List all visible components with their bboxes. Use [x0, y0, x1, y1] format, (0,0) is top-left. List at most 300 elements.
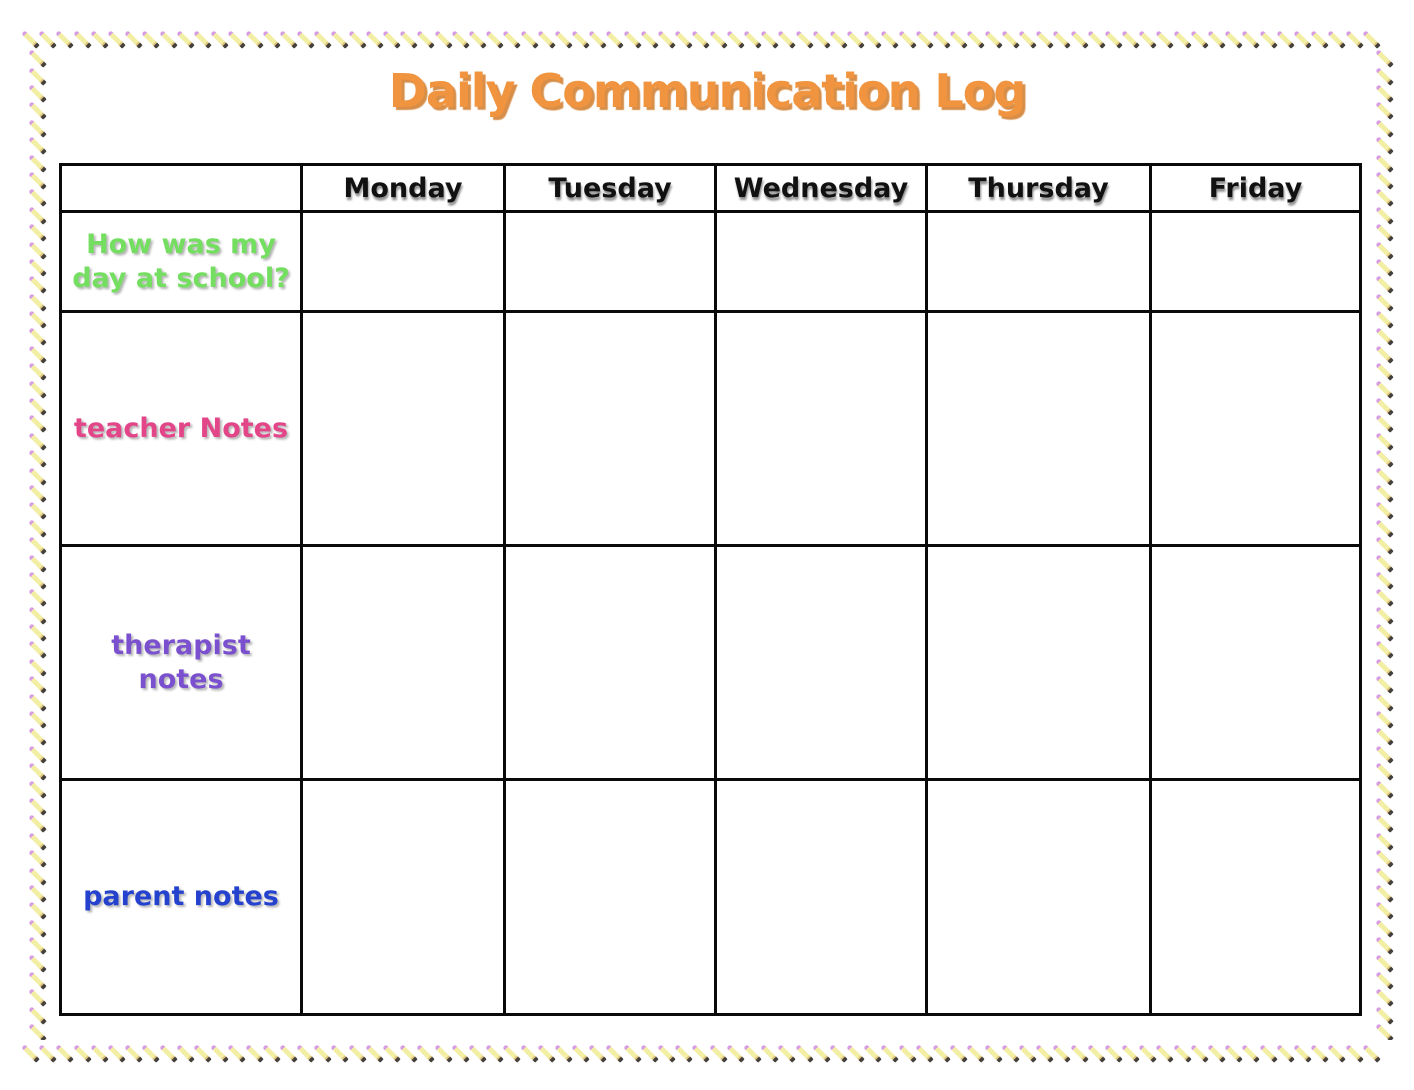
pencil-icon	[1311, 1040, 1328, 1066]
cell-therapist-notes-tuesday[interactable]	[506, 547, 714, 778]
pencil-icon	[1156, 1040, 1173, 1066]
pencil-icon	[74, 1040, 91, 1066]
pencil-icon	[795, 26, 812, 52]
pencil-icon	[899, 1040, 916, 1066]
pencil-icon	[24, 746, 50, 763]
pencil-icon	[1371, 641, 1397, 658]
pencil-icon	[314, 26, 331, 52]
pencil-icon	[1371, 311, 1397, 328]
pencil-icon	[1371, 485, 1397, 502]
pencil-icon	[1371, 850, 1397, 867]
pencil-icon	[1371, 554, 1397, 571]
pencil-icon	[469, 26, 486, 52]
pencil-icon	[435, 26, 452, 52]
pencil-icon	[1371, 780, 1397, 797]
pencil-icon	[469, 1040, 486, 1066]
pencil-icon	[1371, 1024, 1397, 1040]
page-title: Daily Communication Log	[388, 64, 1026, 118]
pencil-icon	[24, 798, 50, 815]
cell-teacher-notes-friday[interactable]	[1152, 313, 1359, 544]
pencil-icon	[24, 780, 50, 797]
pencil-icon	[24, 276, 50, 293]
pencil-icon	[24, 728, 50, 745]
pencil-icon	[245, 1040, 262, 1066]
pencil-icon	[263, 1040, 280, 1066]
pencil-icon	[967, 1040, 984, 1066]
pencil-icon	[641, 1040, 658, 1066]
pencil-icon	[1371, 972, 1397, 989]
pencil-icon	[1371, 676, 1397, 693]
pencil-icon	[24, 363, 50, 380]
pencil-icon	[1371, 746, 1397, 763]
pencil-icon	[24, 815, 50, 832]
pencil-icon	[1371, 363, 1397, 380]
cell-therapist-notes-wednesday[interactable]	[717, 547, 925, 778]
pencil-icon	[933, 26, 950, 52]
day-header-wednesday: Wednesday	[717, 166, 925, 210]
pencil-icon	[1371, 885, 1397, 902]
pencil-icon	[675, 26, 692, 52]
pencil-icon	[24, 589, 50, 606]
pencil-icon	[142, 26, 159, 52]
pencil-icon	[503, 26, 520, 52]
pencil-icon	[1345, 1040, 1362, 1066]
pencil-icon	[1019, 26, 1036, 52]
pencil-icon	[383, 26, 400, 52]
pencil-icon	[39, 26, 56, 52]
pencil-icon	[950, 26, 967, 52]
pencil-icon	[813, 26, 830, 52]
pencil-icon	[24, 380, 50, 397]
pencil-icon	[1208, 26, 1225, 52]
pencil-border-right	[1371, 50, 1397, 1040]
pencil-icon	[1225, 26, 1242, 52]
pencil-icon	[1363, 1040, 1380, 1066]
pencil-icon	[24, 224, 50, 241]
pencil-icon	[1002, 1040, 1019, 1066]
pencil-icon	[1371, 224, 1397, 241]
pencil-icon	[160, 1040, 177, 1066]
pencil-icon	[297, 1040, 314, 1066]
pencil-icon	[1371, 693, 1397, 710]
pencil-icon	[1371, 154, 1397, 171]
pencil-icon	[692, 1040, 709, 1066]
pencil-icon	[24, 659, 50, 676]
pencil-icon	[1371, 954, 1397, 971]
cell-teacher-notes-tuesday[interactable]	[506, 313, 714, 544]
pencil-icon	[1371, 607, 1397, 624]
pencil-icon	[1036, 26, 1053, 52]
pencil-icon	[400, 26, 417, 52]
pencil-icon	[297, 26, 314, 52]
pencil-icon	[24, 467, 50, 484]
cell-parent-notes-thursday[interactable]	[928, 781, 1149, 1013]
pencil-icon	[761, 1040, 778, 1066]
pencil-icon	[503, 1040, 520, 1066]
pencil-icon	[1277, 26, 1294, 52]
pencil-icon	[1371, 380, 1397, 397]
pencil-icon	[160, 26, 177, 52]
pencil-icon	[1371, 920, 1397, 937]
pencil-icon	[881, 1040, 898, 1066]
pencil-icon	[486, 26, 503, 52]
pencil-icon	[985, 1040, 1002, 1066]
pencil-icon	[1174, 26, 1191, 52]
pencil-icon	[572, 1040, 589, 1066]
pencil-icon	[24, 693, 50, 710]
pencil-icon	[1122, 26, 1139, 52]
pencil-icon	[795, 1040, 812, 1066]
pencil-icon	[1371, 537, 1397, 554]
pencil-icon	[142, 1040, 159, 1066]
pencil-icon	[1328, 26, 1345, 52]
pencil-icon	[349, 1040, 366, 1066]
pencil-icon	[366, 1040, 383, 1066]
cell-teacher-notes-thursday[interactable]	[928, 313, 1149, 544]
pencil-icon	[24, 572, 50, 589]
pencil-icon	[1371, 520, 1397, 537]
pencil-icon	[589, 1040, 606, 1066]
day-header-thursday: Thursday	[928, 166, 1149, 210]
pencil-icon	[24, 1024, 50, 1040]
pencil-icon	[1311, 26, 1328, 52]
pencil-icon	[314, 1040, 331, 1066]
pencil-icon	[1242, 1040, 1259, 1066]
pencil-icon	[1371, 450, 1397, 467]
pencil-icon	[74, 26, 91, 52]
pencil-icon	[177, 26, 194, 52]
pencil-icon	[555, 26, 572, 52]
pencil-icon	[1371, 989, 1397, 1006]
pencil-icon	[1371, 763, 1397, 780]
pencil-icon	[24, 850, 50, 867]
cell-how-was-my-day-friday[interactable]	[1152, 213, 1359, 310]
pencil-icon	[24, 433, 50, 450]
pencil-icon	[1122, 1040, 1139, 1066]
pencil-icon	[24, 137, 50, 154]
pencil-icon	[1371, 659, 1397, 676]
cell-teacher-notes-monday[interactable]	[303, 313, 503, 544]
pencil-icon	[813, 1040, 830, 1066]
pencil-icon	[1371, 624, 1397, 641]
pencil-icon	[24, 624, 50, 641]
pencil-icon	[1371, 728, 1397, 745]
pencil-icon	[1328, 1040, 1345, 1066]
pencil-icon	[1053, 1040, 1070, 1066]
cell-how-was-my-day-monday[interactable]	[303, 213, 503, 310]
cell-parent-notes-monday[interactable]	[303, 781, 503, 1013]
pencil-icon	[56, 1040, 73, 1066]
pencil-icon	[589, 26, 606, 52]
pencil-icon	[108, 26, 125, 52]
pencil-icon	[1242, 26, 1259, 52]
row-label-parent-notes: parent notes	[62, 781, 300, 1013]
pencil-icon	[572, 26, 589, 52]
pencil-icon	[383, 1040, 400, 1066]
cell-therapist-notes-friday[interactable]	[1152, 547, 1359, 778]
pencil-icon	[1371, 902, 1397, 919]
pencil-icon	[1371, 467, 1397, 484]
pencil-icon	[1371, 346, 1397, 363]
pencil-icon	[606, 26, 623, 52]
pencil-icon	[1371, 259, 1397, 276]
pencil-icon	[24, 485, 50, 502]
pencil-icon	[899, 26, 916, 52]
pencil-icon	[950, 1040, 967, 1066]
pencil-icon	[778, 26, 795, 52]
pencil-icon	[349, 26, 366, 52]
pencil-icon	[24, 763, 50, 780]
pencil-icon	[675, 1040, 692, 1066]
pencil-icon	[710, 26, 727, 52]
pencil-icon	[1371, 276, 1397, 293]
cell-teacher-notes-wednesday[interactable]	[717, 313, 925, 544]
pencil-icon	[744, 1040, 761, 1066]
pencil-icon	[1070, 26, 1087, 52]
pencil-icon	[400, 1040, 417, 1066]
pencil-icon	[538, 1040, 555, 1066]
pencil-icon	[331, 1040, 348, 1066]
pencil-icon	[24, 902, 50, 919]
cell-parent-notes-tuesday[interactable]	[506, 781, 714, 1013]
pencil-icon	[24, 328, 50, 345]
communication-log-table	[59, 163, 1362, 1016]
pencil-icon	[727, 1040, 744, 1066]
pencil-icon	[864, 26, 881, 52]
pencil-icon	[710, 1040, 727, 1066]
pencil-icon	[452, 26, 469, 52]
pencil-icon	[1036, 1040, 1053, 1066]
pencil-icon	[744, 26, 761, 52]
pencil-border-top	[22, 26, 1392, 52]
pencil-icon	[24, 711, 50, 728]
pencil-icon	[417, 1040, 434, 1066]
pencil-icon	[1260, 26, 1277, 52]
pencil-icon	[24, 607, 50, 624]
pencil-icon	[24, 120, 50, 137]
pencil-icon	[520, 1040, 537, 1066]
pencil-icon	[1225, 1040, 1242, 1066]
pencil-icon	[1371, 207, 1397, 224]
pencil-icon	[1070, 1040, 1087, 1066]
pencil-icon	[125, 1040, 142, 1066]
cell-parent-notes-friday[interactable]	[1152, 781, 1359, 1013]
pencil-icon	[1088, 1040, 1105, 1066]
pencil-icon	[24, 1006, 50, 1023]
pencil-icon	[1139, 26, 1156, 52]
pencil-icon	[1191, 1040, 1208, 1066]
pencil-icon	[1371, 189, 1397, 206]
pencil-icon	[1371, 798, 1397, 815]
pencil-icon	[417, 26, 434, 52]
pencil-icon	[1371, 502, 1397, 519]
pencil-icon	[1105, 1040, 1122, 1066]
pencil-icon	[1053, 26, 1070, 52]
row-label-teacher-notes: teacher Notes	[62, 313, 300, 544]
pencil-icon	[211, 1040, 228, 1066]
pencil-icon	[24, 554, 50, 571]
pencil-icon	[331, 26, 348, 52]
pencil-icon	[24, 398, 50, 415]
pencil-icon	[22, 26, 39, 52]
pencil-icon	[245, 26, 262, 52]
pencil-icon	[24, 989, 50, 1006]
pencil-icon	[24, 954, 50, 971]
pencil-border-left	[24, 50, 50, 1040]
pencil-icon	[1371, 815, 1397, 832]
pencil-icon	[967, 26, 984, 52]
pencil-icon	[520, 26, 537, 52]
pencil-icon	[24, 502, 50, 519]
pencil-icon	[624, 1040, 641, 1066]
pencil-icon	[1371, 137, 1397, 154]
pencil-icon	[22, 1040, 39, 1066]
pencil-icon	[1002, 26, 1019, 52]
pencil-icon	[24, 241, 50, 258]
pencil-icon	[24, 867, 50, 884]
pencil-icon	[881, 26, 898, 52]
pencil-icon	[366, 26, 383, 52]
pencil-icon	[24, 346, 50, 363]
pencil-icon	[1345, 26, 1362, 52]
pencil-icon	[1371, 415, 1397, 432]
cell-parent-notes-wednesday[interactable]	[717, 781, 925, 1013]
pencil-icon	[486, 1040, 503, 1066]
pencil-icon	[24, 450, 50, 467]
table-corner-cell	[62, 166, 300, 210]
pencil-icon	[263, 26, 280, 52]
pencil-icon	[24, 520, 50, 537]
pencil-icon	[692, 26, 709, 52]
pencil-icon	[1105, 26, 1122, 52]
pencil-icon	[108, 1040, 125, 1066]
pencil-icon	[1174, 1040, 1191, 1066]
pencil-icon	[1371, 833, 1397, 850]
pencil-icon	[24, 937, 50, 954]
pencil-icon	[1371, 120, 1397, 137]
pencil-icon	[211, 26, 228, 52]
pencil-icon	[1363, 26, 1380, 52]
pencil-icon	[435, 1040, 452, 1066]
pencil-icon	[1088, 26, 1105, 52]
pencil-icon	[727, 26, 744, 52]
pencil-icon	[1371, 172, 1397, 189]
pencil-icon	[1371, 1006, 1397, 1023]
pencil-border-bottom	[22, 1040, 1392, 1066]
pencil-icon	[985, 26, 1002, 52]
pencil-icon	[830, 26, 847, 52]
day-header-monday: Monday	[303, 166, 503, 210]
pencil-icon	[1191, 26, 1208, 52]
row-label-therapist-notes: therapist notes	[62, 547, 300, 778]
pencil-icon	[1260, 1040, 1277, 1066]
pencil-icon	[24, 311, 50, 328]
pencil-icon	[24, 641, 50, 658]
pencil-icon	[555, 1040, 572, 1066]
pencil-icon	[916, 26, 933, 52]
day-header-friday: Friday	[1152, 166, 1359, 210]
pencil-icon	[1371, 293, 1397, 310]
pencil-icon	[658, 1040, 675, 1066]
pencil-icon	[847, 26, 864, 52]
pencil-icon	[177, 1040, 194, 1066]
pencil-icon	[933, 1040, 950, 1066]
pencil-icon	[39, 1040, 56, 1066]
pencil-icon	[830, 1040, 847, 1066]
pencil-icon	[280, 1040, 297, 1066]
pencil-icon	[194, 26, 211, 52]
pencil-icon	[1371, 433, 1397, 450]
day-header-tuesday: Tuesday	[506, 166, 714, 210]
pencil-icon	[1371, 398, 1397, 415]
pencil-icon	[24, 537, 50, 554]
pencil-icon	[194, 1040, 211, 1066]
pencil-icon	[228, 26, 245, 52]
cell-how-was-my-day-tuesday[interactable]	[506, 213, 714, 310]
pencil-icon	[1277, 1040, 1294, 1066]
pencil-icon	[624, 26, 641, 52]
pencil-icon	[1371, 867, 1397, 884]
pencil-icon	[1371, 328, 1397, 345]
pencil-icon	[452, 1040, 469, 1066]
pencil-icon	[24, 676, 50, 693]
pencil-icon	[1371, 711, 1397, 728]
cell-how-was-my-day-wednesday[interactable]	[717, 213, 925, 310]
pencil-icon	[1294, 26, 1311, 52]
pencil-icon	[24, 259, 50, 276]
pencil-icon	[24, 207, 50, 224]
pencil-icon	[1294, 1040, 1311, 1066]
pencil-icon	[24, 172, 50, 189]
pencil-icon	[1371, 241, 1397, 258]
pencil-icon	[91, 1040, 108, 1066]
cell-how-was-my-day-thursday[interactable]	[928, 213, 1149, 310]
cell-therapist-notes-thursday[interactable]	[928, 547, 1149, 778]
pencil-icon	[24, 920, 50, 937]
pencil-icon	[658, 26, 675, 52]
pencil-icon	[864, 1040, 881, 1066]
pencil-icon	[761, 26, 778, 52]
pencil-icon	[24, 972, 50, 989]
pencil-icon	[847, 1040, 864, 1066]
pencil-icon	[24, 415, 50, 432]
pencil-icon	[916, 1040, 933, 1066]
cell-therapist-notes-monday[interactable]	[303, 547, 503, 778]
pencil-icon	[1208, 1040, 1225, 1066]
pencil-icon	[125, 26, 142, 52]
pencil-icon	[56, 26, 73, 52]
pencil-icon	[24, 189, 50, 206]
pencil-icon	[538, 26, 555, 52]
row-label-how-was-my-day: How was my day at school?	[62, 213, 300, 310]
pencil-icon	[24, 885, 50, 902]
pencil-icon	[641, 26, 658, 52]
pencil-icon	[1371, 937, 1397, 954]
pencil-icon	[1156, 26, 1173, 52]
pencil-icon	[24, 293, 50, 310]
pencil-icon	[24, 833, 50, 850]
pencil-icon	[280, 26, 297, 52]
pencil-icon	[606, 1040, 623, 1066]
pencil-icon	[778, 1040, 795, 1066]
pencil-icon	[1019, 1040, 1036, 1066]
pencil-icon	[91, 26, 108, 52]
pencil-icon	[1371, 589, 1397, 606]
pencil-icon	[1371, 572, 1397, 589]
pencil-icon	[1139, 1040, 1156, 1066]
pencil-icon	[24, 154, 50, 171]
pencil-icon	[228, 1040, 245, 1066]
